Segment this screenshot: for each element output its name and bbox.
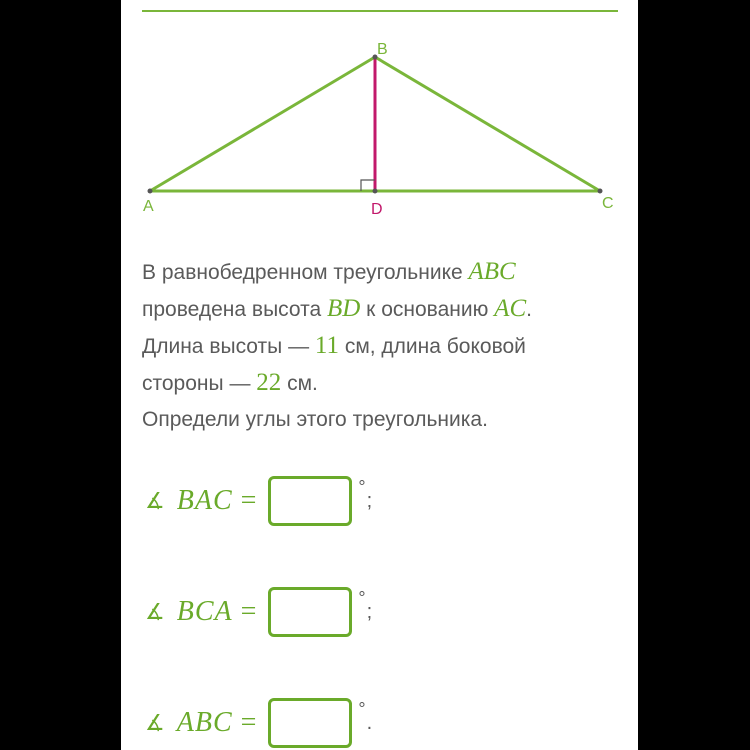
problem-text: к основанию bbox=[360, 298, 495, 321]
angle-icon: ∡ bbox=[145, 488, 165, 514]
answer-row-bac bbox=[145, 475, 372, 527]
problem-line-5 bbox=[142, 402, 612, 438]
label-c: C bbox=[602, 195, 614, 212]
angle-icon: ∡ bbox=[145, 710, 165, 736]
problem-line-4 bbox=[142, 365, 612, 402]
angle-name-bac: BAC bbox=[176, 485, 233, 516]
point-c bbox=[598, 189, 603, 194]
problem-text: Определи углы этого треугольника. bbox=[142, 408, 488, 431]
label-b: B bbox=[377, 41, 388, 58]
point-d bbox=[373, 189, 378, 194]
answer-row-abc bbox=[145, 697, 372, 749]
point-a bbox=[148, 189, 153, 194]
side-ab bbox=[150, 57, 375, 191]
degree-sign: ° bbox=[358, 588, 366, 608]
angle-name-abc: ABC bbox=[176, 707, 233, 738]
degree-sign: ° bbox=[358, 477, 366, 497]
problem-text: проведена высота bbox=[142, 298, 328, 321]
equals-sign: = bbox=[240, 596, 257, 627]
angle-name-bca: BCA bbox=[176, 596, 233, 627]
problem-text: . bbox=[526, 298, 532, 321]
punctuation: ; bbox=[366, 489, 373, 512]
answer-row-bca bbox=[145, 586, 372, 638]
label-d: D bbox=[371, 201, 383, 218]
equals-sign: = bbox=[240, 485, 257, 516]
problem-text: см. bbox=[281, 372, 318, 395]
punctuation: . bbox=[366, 711, 373, 734]
problem-line-2 bbox=[142, 291, 612, 328]
side-value: 22 bbox=[256, 369, 282, 396]
label-a: A bbox=[143, 198, 154, 215]
problem-statement bbox=[142, 254, 612, 438]
right-angle-mark bbox=[361, 180, 375, 191]
side-bc bbox=[375, 57, 600, 191]
degree-sign: ° bbox=[358, 699, 366, 719]
punctuation: ; bbox=[366, 600, 373, 623]
equals-sign: = bbox=[240, 707, 257, 738]
problem-text: В равнобедренном треугольнике bbox=[142, 261, 469, 284]
angle-bca-input[interactable] bbox=[268, 587, 352, 637]
task-panel bbox=[121, 0, 638, 750]
problem-line-1 bbox=[142, 254, 612, 291]
problem-line-3 bbox=[142, 328, 612, 365]
problem-text: Длина высоты — bbox=[142, 335, 315, 358]
height-value: 11 bbox=[314, 332, 339, 359]
math-ac: AC bbox=[494, 295, 527, 322]
angle-icon: ∡ bbox=[145, 599, 165, 625]
problem-text: см, длина боковой bbox=[338, 335, 526, 358]
angle-bac-input[interactable] bbox=[268, 476, 352, 526]
math-abc: ABC bbox=[468, 258, 516, 285]
problem-text: стороны — bbox=[142, 372, 257, 395]
angle-abc-input[interactable] bbox=[268, 698, 352, 748]
triangle-diagram bbox=[121, 0, 638, 240]
math-bd: BD bbox=[327, 295, 361, 322]
